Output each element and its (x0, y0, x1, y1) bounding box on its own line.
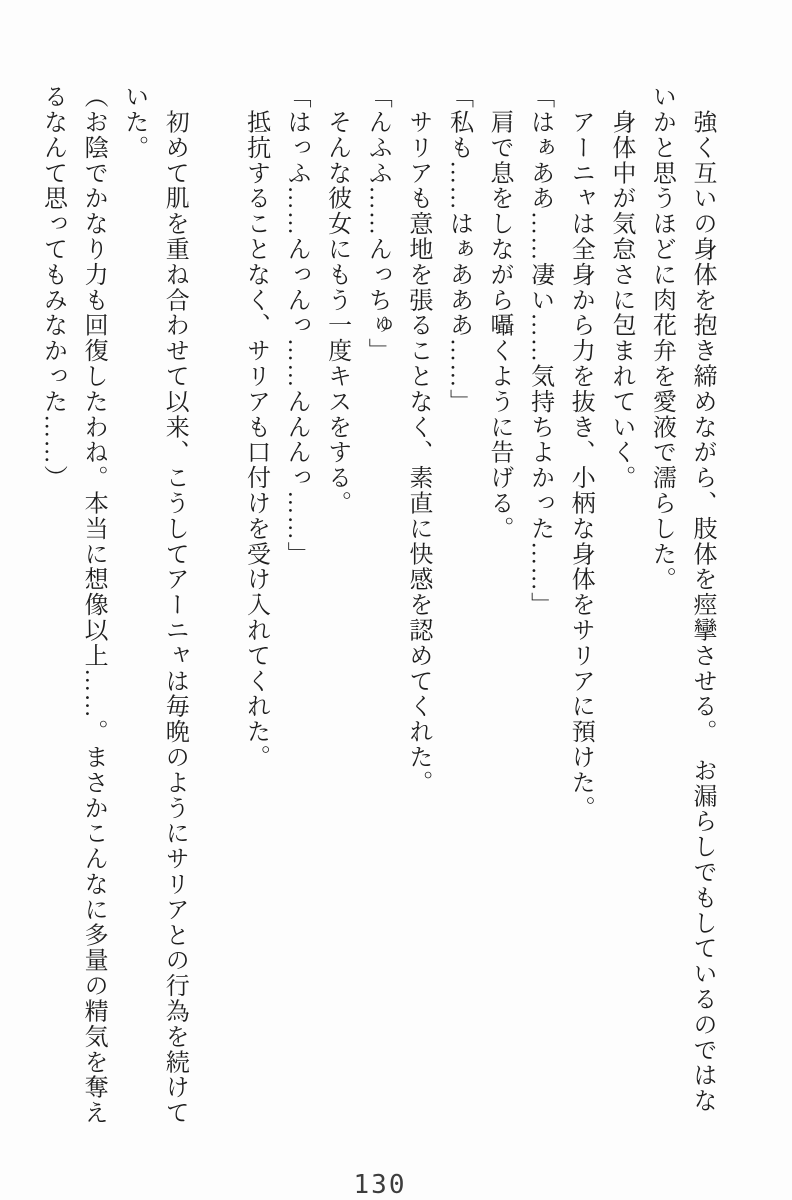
blank-line (194, 84, 235, 1127)
page-number: 130 (353, 1170, 407, 1200)
paragraph: 身体中が気怠さに包まれていく。 (607, 84, 634, 491)
novel-text-block (32, 84, 722, 1127)
paragraph-dialogue: 「私も……はぁあああ……」 (445, 84, 472, 415)
paragraph: 肩で息をしながら囁くように告げる。 (486, 84, 513, 542)
paragraph-dialogue: 「んふふ……んっちゅ」 (364, 84, 391, 364)
paragraph: そんな彼女にもう一度キスをする。 (323, 84, 350, 516)
paragraph: 初めて肌を重ね合わせて以来、こうしてアーニャは毎晩のようにサリアとの行為を続けていた。 (120, 84, 188, 1126)
paragraph-thought: （お陰でかなり力も回復したわね。本当に想像以上……。まさかこんなに多量の精気を奪えるなんて思ってもみなかった……） (39, 84, 107, 1126)
paragraph: サリアも意地を張ることなく、素直に快感を認めてくれた。 (404, 84, 431, 796)
paragraph: アーニャは全身から力を抜き、小柄な身体をサリアに預けた。 (567, 84, 594, 821)
paragraph-dialogue: 「はっふ……んっんっ……んんんっ……」 (283, 84, 310, 567)
paragraph: 抵抗することなく、サリアも口付けを受け入れてくれた。 (242, 84, 269, 770)
paragraph-dialogue: 「はぁああ……凄い……気持ちよかった……」 (526, 84, 553, 618)
paragraph: 強く互いの身体を抱き締めながら、肢体を痙攣させる。 お漏らしでもしているのではないかと思うほどに肉花弁を愛液で濡らした。 (648, 84, 715, 1114)
